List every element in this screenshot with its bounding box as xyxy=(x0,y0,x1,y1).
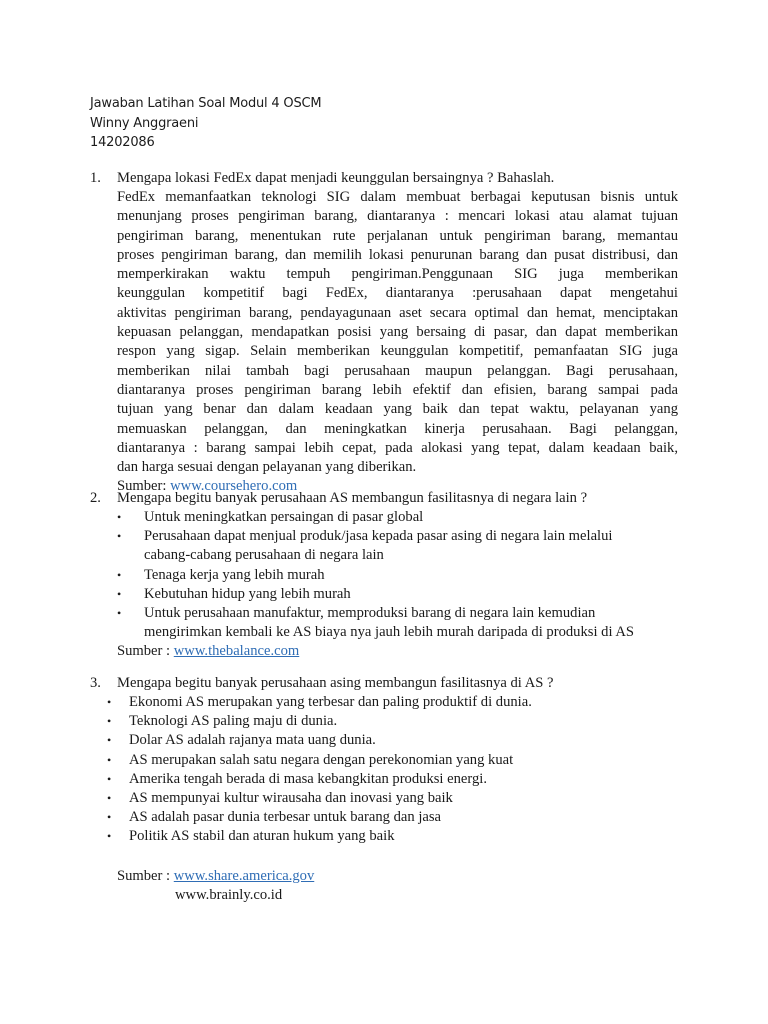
bullet-icon: • xyxy=(107,771,112,786)
question-2 xyxy=(90,489,678,662)
bullet-item xyxy=(107,751,678,770)
bullet-item xyxy=(107,731,678,750)
answer-line: diantaranya proses pengiriman barang lebih efektif dan efisien, barang sampai pada xyxy=(117,381,678,398)
bullet-item xyxy=(117,527,678,565)
answer-line: respon yang sigap. Selain memberikan keunggulan kompetitif, pemanfaatan SIG juga xyxy=(117,343,678,360)
question-1-heading xyxy=(90,169,678,188)
answer-line: diantaranya : barang sampai lebih cepat, pada alokasi yang tepat, dalam keadaan baik, xyxy=(117,439,678,456)
answer-line: pengiriman barang, menentukan rute perjalanan untuk pengiriman barang, memantau xyxy=(117,227,678,244)
document-header xyxy=(90,94,321,153)
bullet-item xyxy=(117,566,678,585)
question-3-heading xyxy=(90,674,678,693)
answer-line: kepuasan pelanggan, mendapatkan posisi yang bersaing di pasar, dan dapat memberikan xyxy=(117,324,678,341)
bullet-icon: • xyxy=(107,714,112,729)
question-text: Mengapa lokasi FedEx dapat menjadi keunggulan bersaingnya ? Bahaslah. xyxy=(117,170,555,186)
author-name: Winny Anggraeni xyxy=(90,115,199,131)
bullet-text: AS mempunyai kultur wirausaha dan inovasi yang baik xyxy=(129,790,453,807)
question-3-bullet-list xyxy=(107,693,678,847)
question-number: 1. xyxy=(90,170,101,186)
bullet-text: Untuk meningkatkan persaingan di pasar global xyxy=(144,509,424,525)
question-number: 3. xyxy=(90,675,101,691)
answer-line: FedEx memanfaatkan teknologi SIG dalam membuat berbagai keputusan bisnis untuk xyxy=(117,189,678,205)
answer-line: keunggulan kompetitif bagi FedEx, diantaranya :perusahaan dapat mengetahui xyxy=(117,285,678,302)
source-link-thebalance[interactable]: www.thebalance.com xyxy=(173,643,300,660)
bullet-item xyxy=(117,585,678,604)
source-line xyxy=(117,867,678,887)
document-title: Jawaban Latihan Soal Modul 4 OSCM xyxy=(90,96,322,111)
bullet-text-continued: cabang-cabang perusahaan di negara lain xyxy=(144,547,384,564)
answer-line: dan harga sesuai dengan pelayanan yang diberikan. xyxy=(117,459,417,476)
bullet-icon: • xyxy=(107,810,112,825)
source-label: Sumber : xyxy=(117,643,174,660)
source-line xyxy=(117,642,678,662)
answer-line: tujuan yang benar dan dalam keadaan yang baik dan tepat waktu, pelayanan yang xyxy=(117,401,678,418)
bullet-icon: • xyxy=(107,829,112,844)
source-label: Sumber: xyxy=(117,478,171,495)
bullet-item xyxy=(107,770,678,789)
bullet-icon: • xyxy=(117,606,122,621)
question-1 xyxy=(90,169,678,497)
bullet-text-continued: mengirimkan kembali ke AS biaya nya jauh lebih murah daripada di produksi di AS xyxy=(144,624,635,641)
bullet-item xyxy=(117,604,678,642)
question-3 xyxy=(90,674,678,906)
bullet-icon: • xyxy=(117,510,122,524)
bullet-item xyxy=(107,827,678,846)
answer-line: menunjang proses pengiriman barang, diantaranya : mencari lokasi atau alamat tujuan xyxy=(117,208,678,225)
bullet-icon: • xyxy=(117,586,122,601)
bullet-text: Ekonomi AS merupakan yang terbesar dan paling produktif di dunia. xyxy=(129,694,532,710)
bullet-text: Dolar AS adalah rajanya mata uang dunia. xyxy=(129,732,376,749)
bullet-icon: • xyxy=(117,567,122,582)
bullet-item xyxy=(117,508,678,527)
bullet-text: Politik AS stabil dan aturan hukum yang baik xyxy=(129,828,395,845)
question-text: Mengapa begitu banyak perusahaan AS membangun fasilitasnya di negara lain ? xyxy=(117,490,588,506)
source-label: Sumber : xyxy=(117,867,174,884)
student-id: 14202086 xyxy=(90,135,155,150)
source-link-share-america[interactable]: www.share.america.gov xyxy=(173,867,315,884)
bullet-text: Amerika tengah berada di masa kebangkitan produksi energi. xyxy=(129,770,487,787)
bullet-icon: • xyxy=(107,752,112,767)
bullet-text: Tenaga kerja yang lebih murah xyxy=(144,566,325,583)
question-1-answer xyxy=(117,188,678,497)
answer-line: aktivitas pengiriman barang, pendayagunaan aset secara optimal dan hemat, menciptakan xyxy=(117,304,678,321)
answer-line: memuaskan pelanggan, dan meningkatkan kinerja perusahaan. Bagi pelanggan, xyxy=(117,420,678,437)
bullet-icon: • xyxy=(107,791,112,806)
bullet-item xyxy=(107,712,678,731)
question-text: Mengapa begitu banyak perusahaan asing membangun fasilitasnya di AS ? xyxy=(117,675,554,691)
bullet-text: Untuk perusahaan manufaktur, memproduksi barang di negara lain kemudian xyxy=(144,605,596,622)
bullet-item xyxy=(107,693,678,712)
bullet-text: Perusahaan dapat menjual produk/jasa kepada pasar asing di negara lain melalui xyxy=(144,528,613,545)
bullet-text: Kebutuhan hidup yang lebih murah xyxy=(144,585,351,602)
answer-line: proses pengiriman barang, dan memilih lokasi penurunan barang dan pusat distribusi, dan xyxy=(117,246,678,263)
answer-line: memberikan nilai tambah bagi perusahaan maupun pelanggan. Bagi perusahaan, xyxy=(117,362,678,379)
bullet-item xyxy=(107,789,678,808)
bullet-text: Teknologi AS paling maju di dunia. xyxy=(129,713,338,730)
source-text-brainly: www.brainly.co.id xyxy=(175,887,283,904)
bullet-text: AS merupakan salah satu negara dengan perekonomian yang kuat xyxy=(129,751,514,768)
bullet-icon: • xyxy=(107,733,112,748)
bullet-icon: • xyxy=(117,529,122,544)
question-2-heading xyxy=(90,489,678,508)
bullet-item xyxy=(107,808,678,827)
bullet-text: AS adalah pasar dunia terbesar untuk barang dan jasa xyxy=(129,809,442,826)
question-number: 2. xyxy=(90,490,101,506)
answer-line: memperkirakan waktu tempuh pengiriman.Penggunaan SIG juga memberikan xyxy=(117,266,678,283)
bullet-icon: • xyxy=(107,695,112,709)
question-2-bullet-list xyxy=(117,508,678,642)
source-line-extra xyxy=(175,886,678,906)
source-link-coursehero[interactable]: www.coursehero.com xyxy=(170,478,298,495)
